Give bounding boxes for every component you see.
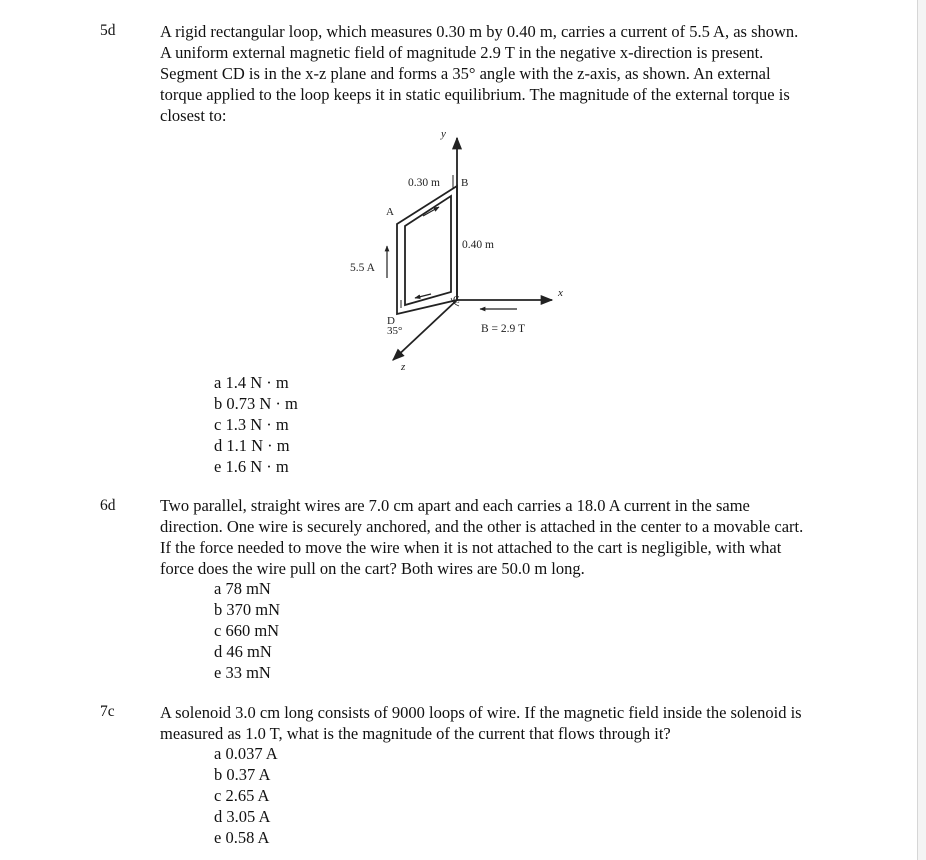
choice-e[interactable]: e 1.6 N · m xyxy=(214,457,289,476)
choice-c[interactable]: c 1.3 N · m xyxy=(214,415,289,434)
choice-a[interactable]: a 78 mN xyxy=(214,579,271,598)
loop-inner xyxy=(405,196,451,305)
field-label: B = 2.9 T xyxy=(481,323,525,335)
choice-d[interactable]: d 3.05 A xyxy=(214,807,271,826)
z-axis-label: z xyxy=(401,361,406,373)
corner-d-label: D xyxy=(387,315,395,327)
loop-diagram xyxy=(345,128,585,378)
choice-b[interactable]: b 0.73 N · m xyxy=(214,394,298,413)
choice-c[interactable]: c 2.65 A xyxy=(214,786,270,805)
choice-a[interactable]: a 1.4 N · m xyxy=(214,373,289,392)
corner-c-label: C xyxy=(453,295,460,306)
question-number: 6d xyxy=(100,497,116,514)
choice-e[interactable]: e 0.58 A xyxy=(214,828,270,847)
answer-choices xyxy=(214,578,280,683)
x-axis-label: x xyxy=(558,287,563,299)
answer-choices xyxy=(214,743,278,848)
answer-choices xyxy=(214,372,298,477)
current-label: 5.5 A xyxy=(350,262,375,274)
corner-b-label: B xyxy=(461,177,469,189)
choice-c[interactable]: c 660 mN xyxy=(214,621,280,640)
choice-e[interactable]: e 33 mN xyxy=(214,663,271,682)
width-label: 0.30 m xyxy=(408,177,440,189)
z-axis xyxy=(393,300,457,360)
height-label: 0.40 m xyxy=(462,239,494,251)
page-right-edge xyxy=(917,0,926,860)
y-axis-label: y xyxy=(441,128,446,140)
choice-b[interactable]: b 0.37 A xyxy=(214,765,271,784)
question-text: Two parallel, straight wires are 7.0 cm apart and each carries a 18.0 A current in the same direction. One wire is securely anchored, and the other is attached in the center to a movable cart. If the force needed to move the wire when it is not attached to the cart is negligible, with what force does the wire pull on the cart? Both wires are 50.0 m long. xyxy=(160,496,804,578)
question-number: 7c xyxy=(100,703,115,720)
question-number: 5d xyxy=(100,22,116,39)
choice-b[interactable]: b 370 mN xyxy=(214,600,280,619)
choice-a[interactable]: a 0.037 A xyxy=(214,744,278,763)
choice-d[interactable]: d 1.1 N · m xyxy=(214,436,290,455)
question-text: A rigid rectangular loop, which measures 0.30 m by 0.40 m, carries a current of 5.5 A, as shown. A uniform external magnetic field of magnitude 2.9 T in the negative x-direction is present. Segment CD is in the x-z plane and forms a 35° angle with the z-axis, as shown. An external torque applied to the loop keeps it in static equilibrium. The magnitude of the external torque is closest to: xyxy=(160,22,799,125)
choice-d[interactable]: d 46 mN xyxy=(214,642,272,661)
question-text: A solenoid 3.0 cm long consists of 9000 loops of wire. If the magnetic field inside the solenoid is measured as 1.0 T, what is the magnitude of the current that flows through it? xyxy=(160,703,802,743)
corner-a-label: A xyxy=(386,206,394,218)
angle-label: 35° xyxy=(387,325,403,337)
